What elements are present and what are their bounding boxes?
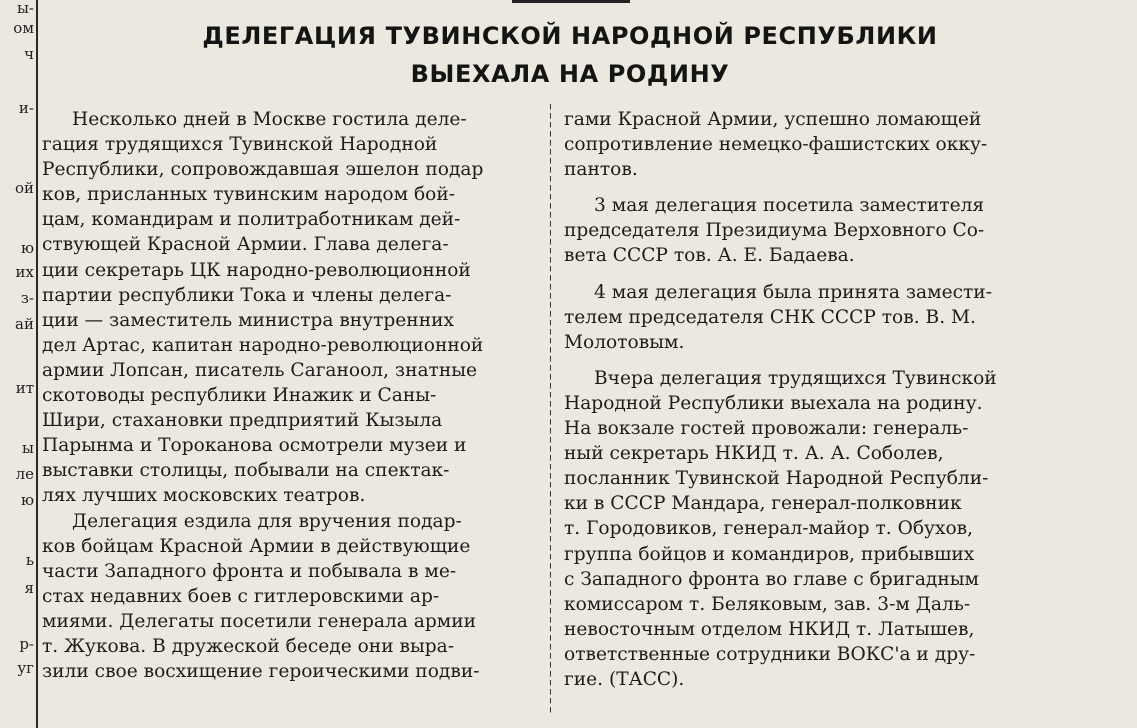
text-line: дел Артас, капитан народно-революционной (42, 334, 484, 356)
fragment-text: ч (24, 46, 34, 62)
text-line: лях лучших московских театров. (42, 485, 366, 507)
text-line: армии Лопсан, писатель Саганоол, знатные (42, 359, 478, 381)
fragment-text: ы- (16, 0, 34, 16)
fragment-text: ю (20, 240, 34, 256)
fragment-text: их (15, 264, 34, 280)
text-line: ции секретарь ЦК народно-революционной (42, 259, 471, 281)
text-line: ответственные сотрудники ВОКС'а и дру- (564, 643, 976, 665)
text-line: Республики, сопровождавшая эшелон подар (42, 159, 484, 181)
top-rule (512, 0, 630, 3)
fragment-text: ь (25, 552, 34, 568)
column-divider (550, 104, 551, 716)
fragment-text: я (24, 580, 34, 596)
text-line: 4 мая делегация была принята замести- (594, 281, 992, 303)
paragraph (564, 280, 1074, 355)
text-line: 3 мая делегация посетила заместителя (594, 195, 985, 217)
text-line: группа бойцов и командиров, прибывших (564, 543, 975, 565)
text-line: гие. (ТАСС). (564, 668, 685, 690)
fragment-text: и- (18, 100, 34, 116)
text-line: Шири, стахановки предприятий Кызыла (42, 410, 443, 432)
text-line: председателя Президиума Верховного Со- (564, 220, 985, 242)
fragment-text: уг (17, 660, 34, 676)
text-line: сопротивление немецко-фашистских окку- (564, 134, 988, 156)
text-line: гами Красной Армии, успешно ломающей (564, 109, 982, 130)
text-line: зили свое восхищение героическими подви- (42, 661, 480, 683)
text-line: вета СССР тов. А. Е. Бадаева. (564, 245, 855, 267)
text-line: Вчера делегация трудящихся Тувинской (594, 367, 997, 389)
text-line: с Западного фронта во главе с бригадным (564, 568, 980, 590)
fragment-text: ы (22, 440, 34, 456)
text-line: ков, присланных тувинским народом бой- (42, 184, 456, 206)
fragment-text: ай (15, 316, 34, 332)
article-column-right (564, 107, 1074, 703)
paragraph (564, 366, 1074, 692)
text-line: Делегация ездила для вручения подар- (72, 510, 462, 532)
text-line: гация трудящихся Тувинской Народной (42, 134, 438, 156)
text-line: цам, командирам и политработникам дей- (42, 209, 461, 231)
fragment-text: р- (19, 636, 34, 652)
text-line: ствующей Красной Армии. Глава делега- (42, 234, 449, 256)
text-line: пантов. (564, 159, 638, 181)
text-line: т. Жукова. В дружеской беседе они выра- (42, 635, 455, 657)
fragment-text: ю (20, 492, 34, 508)
text-line: Парынма и Тороканова осмотрели музеи и (42, 435, 467, 457)
adjacent-column-fragment (0, 0, 38, 728)
text-line: ции — заместитель министра внутренних (42, 309, 454, 331)
text-line: ки в СССР Мандара, генерал-полковник (564, 493, 962, 515)
text-line: невосточным отделом НКИД т. Латышев, (564, 618, 975, 640)
text-line: выставки столицы, побывали на спектак- (42, 460, 450, 482)
fragment-text: ой (14, 180, 34, 196)
paragraph (564, 107, 1074, 182)
text-line: телем председателя СНК СССР тов. В. М. (564, 306, 976, 328)
fragment-text: ле (15, 466, 34, 482)
text-line: т. Городовиков, генерал-майор т. Обухов, (564, 518, 974, 540)
text-line: Молотовым. (564, 331, 685, 353)
text-line: На вокзале гостей провожали: генераль- (564, 418, 969, 440)
text-line: Несколько дней в Москве гостила деле- (72, 109, 467, 130)
text-line: миями. Делегаты посетили генерала армии (42, 610, 476, 632)
text-line: стах недавних боев с гитлеровскими ар- (42, 585, 440, 607)
article-column-left (42, 107, 542, 684)
text-line: ков бойцам Красной Армии в действующие (42, 535, 471, 557)
headline-line-2: ВЫЕХАЛА НА РОДИНУ (410, 60, 730, 88)
text-line: посланник Тувинской Народной Республи- (564, 468, 989, 490)
text-line: части Западного фронта и побывала в ме- (42, 560, 457, 582)
paragraph (564, 193, 1074, 268)
headline-line-1: ДЕЛЕГАЦИЯ ТУВИНСКОЙ НАРОДНОЙ РЕСПУБЛИКИ (202, 22, 938, 50)
text-line: партии республики Тока и члены делега- (42, 284, 452, 306)
text-line: комиссаром т. Беляковым, зав. 3-м Даль- (564, 593, 971, 615)
text-line: скотоводы республики Инажик и Саны- (42, 385, 437, 407)
fragment-text: з- (20, 290, 34, 306)
fragment-text: ом (13, 20, 34, 36)
text-line: Народной Республики выехала на родину. (564, 392, 983, 414)
fragment-text: ит (15, 380, 34, 396)
text-line: ный секретарь НКИД т. А. А. Соболев, (564, 443, 944, 465)
